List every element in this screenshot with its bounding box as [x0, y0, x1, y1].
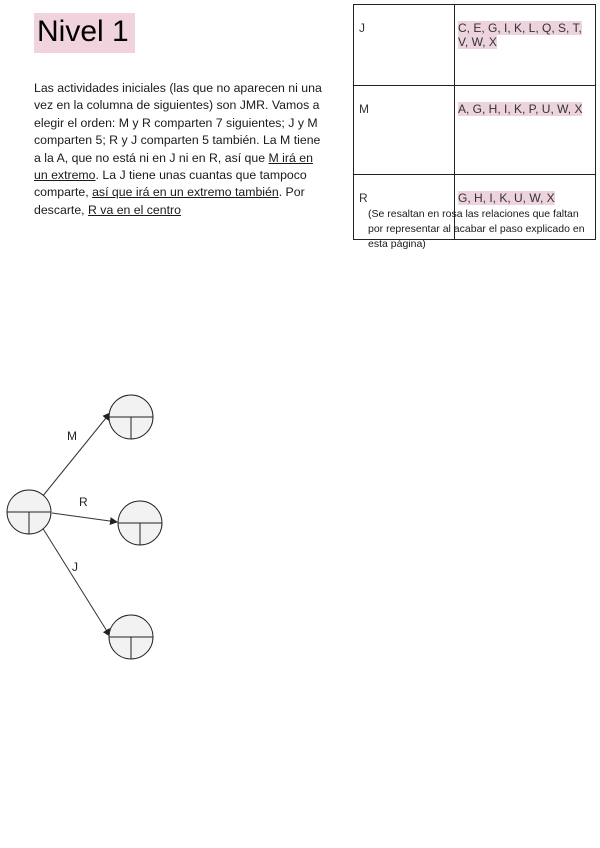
paragraph-text-2: . La J tiene unas cuantas que tampoco comparte,	[34, 168, 307, 200]
relations-table	[353, 4, 596, 240]
highlight-note: (Se resaltan en rosa las relaciones que faltan por representar al acabar el paso explicado en esta página)	[368, 208, 585, 250]
paragraph-underline-3: R va en el centro	[88, 202, 181, 217]
edge-label-m: M	[67, 429, 77, 443]
start-node	[7, 490, 51, 534]
activity-cell: J	[354, 5, 455, 86]
node-j	[109, 615, 153, 659]
explanation-paragraph	[34, 80, 326, 219]
paragraph-underline-1: M irá en un extremo	[34, 150, 313, 183]
successors-text: C, E, G, I, K, L, Q, S, T, V, W, X	[458, 21, 582, 49]
table-row	[354, 86, 596, 175]
node-r	[118, 501, 162, 545]
paragraph-text-1: Las actividades iniciales (las que no aparecen ni una vez en la columna de siguientes) son JMR. Vamos a elegir el orden: M y R comparten 7 siguientes; J y M comparten 5; R y J comparten 5 también. La M tiene a la A, que no está ni en J ni en R, así que	[34, 81, 322, 165]
successors-cell	[455, 86, 596, 175]
paragraph-text-3: . Por descarte,	[34, 185, 305, 217]
edge-j-arrow	[42, 527, 110, 636]
node-m	[109, 395, 153, 439]
paragraph-underline-2: así que irá en un extremo también	[92, 185, 279, 200]
edge-label-r: R	[79, 495, 88, 509]
table-row	[354, 5, 596, 86]
successors-cell	[455, 5, 596, 86]
activity-cell: M	[354, 86, 455, 175]
successors-text: A, G, H, I, K, P, U, W, X	[458, 102, 583, 116]
successors-text: G, H, I, K, U, W, X	[458, 191, 555, 205]
page-title: Nivel 1	[34, 13, 135, 53]
activity-cell: R	[354, 175, 455, 240]
edge-r-arrow	[52, 513, 117, 522]
edge-m-arrow	[42, 413, 110, 497]
network-diagram	[0, 380, 200, 680]
edge-label-j: J	[72, 560, 78, 574]
